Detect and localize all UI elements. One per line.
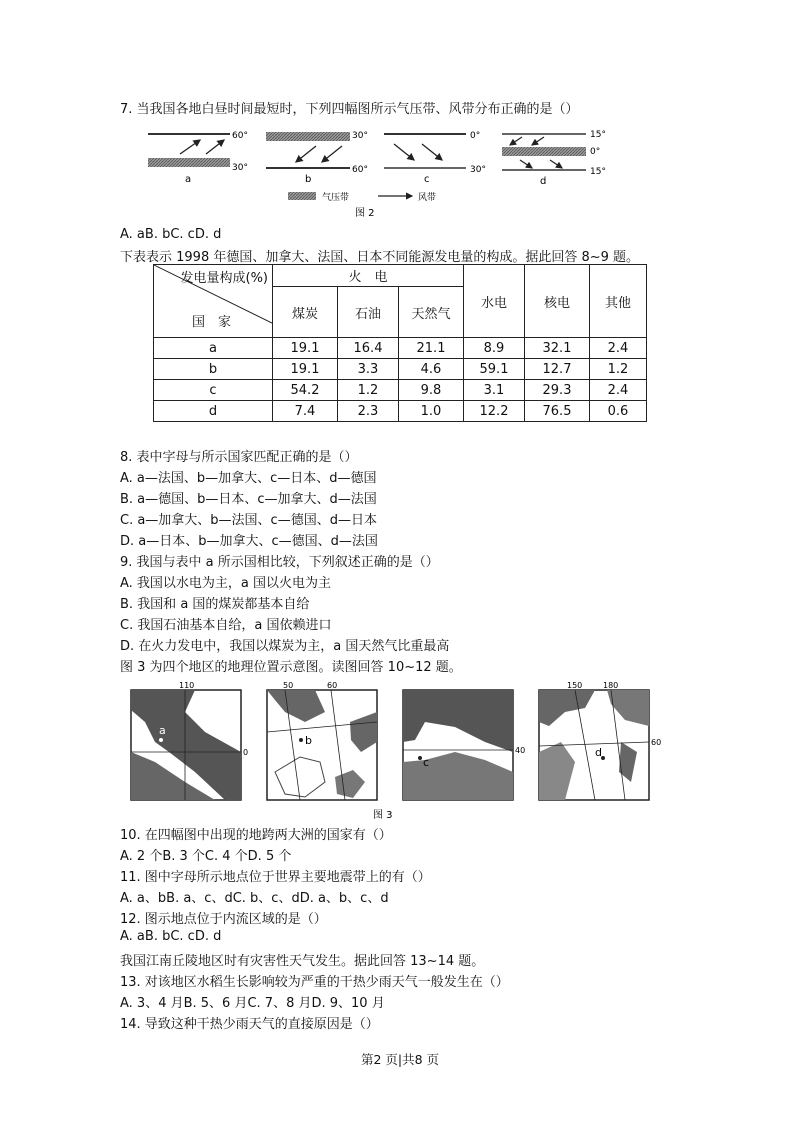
q8-stem: 8. 表中字母与所示国家匹配正确的是（） (120, 450, 358, 465)
map-d (539, 682, 661, 800)
panel-a-top-lat: 60° (232, 131, 248, 141)
cell: 1.2 (590, 359, 647, 380)
q13-intro: 我国江南丘陵地区时有灾害性天气发生。据此回答 13~14 题。 (120, 954, 485, 969)
cell: 19.1 (273, 338, 338, 359)
q13-options: A. 3、4 月B. 5、6 月C. 7、8 月D. 9、10 月 (120, 996, 385, 1011)
row-label: d (154, 401, 273, 422)
q11-stem: 11. 图中字母所示地点位于世界主要地震带上的有（） (120, 870, 431, 885)
panel-d-top-lat: 15° (590, 130, 606, 140)
map-a-label-110: 110 (179, 682, 195, 690)
panel-a-letter: a (185, 174, 192, 185)
corner-bottom-label: 国 家 (192, 315, 232, 330)
cell: 19.1 (273, 359, 338, 380)
power-generation-table (153, 264, 647, 422)
panel-d-letter: d (540, 176, 547, 187)
cell: 7.4 (273, 401, 338, 422)
cell: 54.2 (273, 380, 338, 401)
q11-options: A. a、bB. a、c、dC. b、c、dD. a、b、c、d (120, 891, 389, 906)
q8-option-c: C. a—加拿大、b—法国、c—德国、d—日本 (120, 513, 377, 528)
table-row (154, 359, 647, 380)
q10-options: A. 2 个B. 3 个C. 4 个D. 5 个 (120, 849, 292, 864)
q8-option-d: D. a—日本、b—加拿大、c—德国、d—法国 (120, 534, 378, 549)
cell: 1.2 (338, 380, 399, 401)
corner-top-label: 发电量构成(%) (180, 271, 268, 286)
cell: 32.1 (525, 338, 590, 359)
header-other: 其他 (590, 265, 647, 338)
row-label: c (154, 380, 273, 401)
map-d-label-150: 150 (567, 682, 583, 690)
q12-stem: 12. 图示地点位于内流区域的是（） (120, 912, 327, 927)
q9-option-c: C. 我国石油基本自给，a 国依赖进口 (120, 618, 332, 633)
table-intro: 下表表示 1998 年德国、加拿大、法国、日本不同能源发电量的构成。据此回答 8~9 题。 (120, 250, 640, 265)
map-a (131, 682, 248, 800)
map-d-point: d (595, 746, 602, 759)
cell: 12.2 (464, 401, 525, 422)
figure-3-caption: 图 3 (373, 810, 393, 821)
fig3-intro: 图 3 为四个地区的地理位置示意图。读图回答 10~12 题。 (120, 660, 462, 675)
map-b (267, 682, 377, 800)
map-b-label-60: 60 (327, 682, 338, 690)
figure-2 (140, 124, 620, 220)
panel-a (148, 131, 248, 185)
cell: 2.4 (590, 338, 647, 359)
panel-d-bottom-lat: 15° (590, 167, 606, 177)
table-row (154, 338, 647, 359)
map-c-point: c (423, 756, 430, 769)
cell: 76.5 (525, 401, 590, 422)
map-b-point: b (305, 734, 312, 747)
cell: 12.7 (525, 359, 590, 380)
map-b-label-50: 50 (283, 682, 294, 690)
cell: 16.4 (338, 338, 399, 359)
panel-b-top-lat: 30° (352, 131, 368, 141)
panel-b-letter: b (305, 174, 312, 185)
cell: 0.6 (590, 401, 647, 422)
thermal-group-header: 火 电 (273, 265, 464, 287)
cell: 4.6 (399, 359, 464, 380)
map-a-point: a (159, 724, 166, 737)
panel-c (384, 131, 486, 185)
legend-wind-label: 风带 (418, 193, 437, 203)
figure-3 (125, 682, 665, 822)
q7-stem: 7. 当我国各地白昼时间最短时，下列四幅图所示气压带、风带分布正确的是（） (120, 102, 579, 117)
cell: 2.4 (590, 380, 647, 401)
map-c (403, 690, 525, 800)
panel-d-mid-lat: 0° (590, 147, 601, 157)
cell: 3.3 (338, 359, 399, 380)
header-coal: 煤炭 (273, 287, 338, 338)
q9-stem: 9. 我国与表中 a 所示国相比较，下列叙述正确的是（） (120, 555, 439, 570)
panel-c-letter: c (424, 174, 430, 185)
row-label: a (154, 338, 273, 359)
panel-b-bottom-lat: 60° (352, 165, 368, 175)
cell: 9.8 (399, 380, 464, 401)
q12-options: A. aB. bC. cD. d (120, 929, 222, 944)
figure-2-legend (288, 191, 436, 203)
panel-d (502, 130, 606, 187)
q9-option-b: B. 我国和 a 国的煤炭都基本自给 (120, 597, 310, 612)
cell: 8.9 (464, 338, 525, 359)
q14-stem: 14. 导致这种干热少雨天气的直接原因是（） (120, 1017, 379, 1032)
figure-2-caption: 图 2 (355, 208, 375, 219)
q9-option-a: A. 我国以水电为主，a 国以火电为主 (120, 576, 332, 591)
q10-stem: 10. 在四幅图中出现的地跨两大洲的国家有（） (120, 828, 392, 843)
map-d-label-180: 180 (603, 682, 619, 690)
legend-pressure-label: 气压带 (322, 193, 350, 203)
panel-c-top-lat: 0° (470, 131, 481, 141)
cell: 21.1 (399, 338, 464, 359)
q13-stem: 13. 对该地区水稻生长影响较为严重的干热少雨天气一般发生在（） (120, 975, 509, 990)
header-oil: 石油 (338, 287, 399, 338)
header-nuclear: 核电 (525, 265, 590, 338)
header-gas: 天然气 (399, 287, 464, 338)
panel-c-bottom-lat: 30° (470, 165, 486, 175)
q8-option-b: B. a—德国、b—日本、c—加拿大、d—法国 (120, 492, 377, 507)
cell: 3.1 (464, 380, 525, 401)
table-row (154, 380, 647, 401)
map-d-label-60: 60 (651, 738, 662, 747)
panel-a-bottom-lat: 30° (232, 163, 248, 173)
cell: 29.3 (525, 380, 590, 401)
panel-b (266, 131, 368, 185)
row-label: b (154, 359, 273, 380)
table-corner-cell (154, 265, 273, 338)
map-a-label-0: 0 (243, 748, 249, 757)
q7-options: A. aB. bC. cD. d (120, 227, 222, 242)
cell: 59.1 (464, 359, 525, 380)
page-footer: 第2 页|共8 页 (360, 1052, 440, 1067)
q9-option-d: D. 在火力发电中，我国以煤炭为主，a 国天然气比重最高 (120, 639, 450, 654)
map-c-label-40: 40 (515, 746, 526, 755)
q8-option-a: A. a—法国、b—加拿大、c—日本、d—德国 (120, 471, 377, 486)
cell: 2.3 (338, 401, 399, 422)
header-hydro: 水电 (464, 265, 525, 338)
table-row (154, 401, 647, 422)
cell: 1.0 (399, 401, 464, 422)
